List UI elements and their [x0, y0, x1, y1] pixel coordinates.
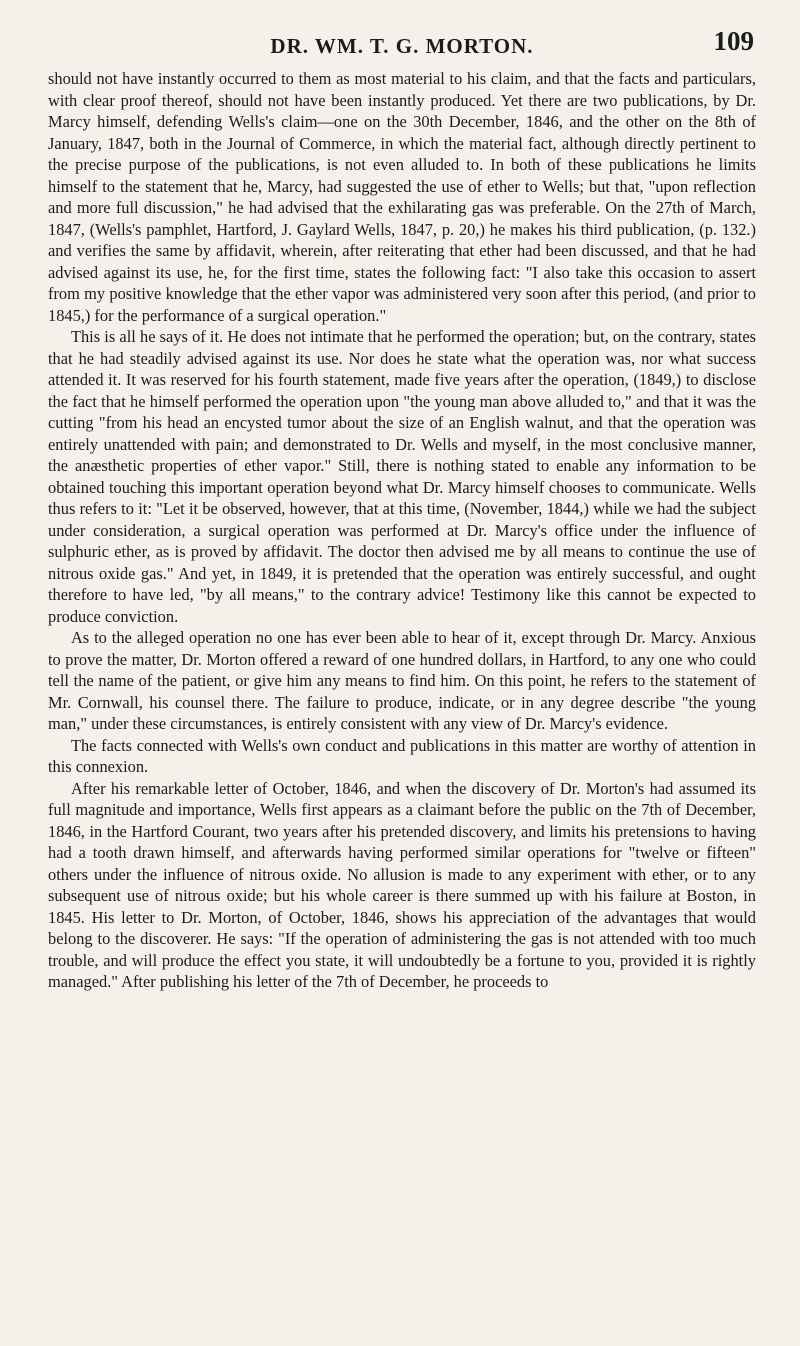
paragraph: After his remarkable letter of October, 1846, and when the discovery of Dr. Morton's had assumed its full magnitude and importance, Wells first appears as a claimant before the public on the 7th of December, 1846, in the Hartford Courant, two years after his pretended discovery, and limits his pretensions to having had a tooth drawn himself, and afterwards having performed similar operations for "twelve or fifteen" others under the influence of nitrous oxide. No allusion is made to any experiment with ether, or to any subsequent use of nitrous oxide; but his whole career is there summed up with his failure at Boston, in 1845. His letter to Dr. Morton, of October, 1846, shows his appreciation of the advantages that would belong to the discoverer. He says: "If the operation of administering the gas is not attended with too much trouble, and will produce the effect you state, it will undoubtedly be a fortune to you, provided it is rightly managed." After publishing his letter of the 7th of December, he proceeds to — [48, 778, 756, 991]
body-text — [48, 68, 756, 993]
paragraph: The facts connected with Wells's own conduct and publications in this matter are worthy of attention in this connexion. — [48, 735, 756, 776]
running-head: DR. WM. T. G. MORTON. — [270, 34, 534, 58]
paragraph: As to the alleged operation no one has ever been able to hear of it, except through Dr. Marcy. Anxious to prove the matter, Dr. Morton offered a reward of one hundred dollars, in Hartford, to any one who could tell the name of the patient, or give him any means to find him. On this point, he refers to the statement of Mr. Cornwall, his counsel there. The failure to produce, indicate, or in any degree describe "the young man," under these circumstances, is entirely consistent with any view of Dr. Marcy's evidence. — [48, 628, 756, 733]
page-number: 109 — [713, 26, 754, 56]
paragraph: should not have instantly occurred to them as most material to his claim, and that the facts and particulars, with clear proof thereof, should not have been instantly produced. Yet there are two publications, by Dr. Marcy himself, defending Wells's claim—one on the 30th December, 1846, and the other on the 8th of January, 1847, both in the Journal of Commerce, in which the material fact, although directly pertinent to the precise purpose of the publications, is not even alluded to. In both of these publications he limits himself to the statement that he, Marcy, had suggested the use of ether to Wells; but that, "upon reflection and more full discussion," he had advised that the exhilarating gas was preferable. On the 27th of March, 1847, (Wells's pamphlet, Hartford, J. Gaylard Wells, 1847, p. 20,) he makes his third publication, (p. 132.) and verifies the same by affidavit, wherein, after reiterating that ether had been discussed, and that he had advised against its use, he, for the first time, states the following fact: "I also take this occasion to assert from my positive knowledge that the ether vapor was administered very soon after this period, (and prior to 1845,) for the performance of a surgical operation." — [48, 69, 756, 325]
page-header — [48, 0, 756, 64]
paragraph: This is all he says of it. He does not intimate that he performed the operation; but, on the contrary, states that he had steadily advised against its use. Nor does he state what the operation was, nor what success attended it. It was reserved for his fourth statement, made five years after the operation, (1849,) to disclose the fact that he himself performed the operation upon "the young man above alluded to," and that it was the cutting "from his head an encysted tumor about the size of an English walnut, and that the operation was entirely unattended with pain; and demonstrated to Dr. Wells and myself, in the most conclusive manner, the anæsthetic properties of ether vapor." Still, there is nothing stated to enable any information to be obtained touching this important operation beyond what Dr. Marcy himself chooses to communicate. Wells thus refers to it: "Let it be observed, however, that at this time, (November, 1844,) while we had the subject under consideration, a surgical operation was performed at Dr. Marcy's office under the influence of sulphuric ether, as is proved by affidavit. The doctor then advised me by all means to continue the use of nitrous oxide gas." And yet, in 1849, it is pretended that the operation was entirely successful, and ought therefore to have led, "by all means," to the contrary advice! Testimony like this cannot be expected to produce conviction. — [48, 327, 756, 626]
